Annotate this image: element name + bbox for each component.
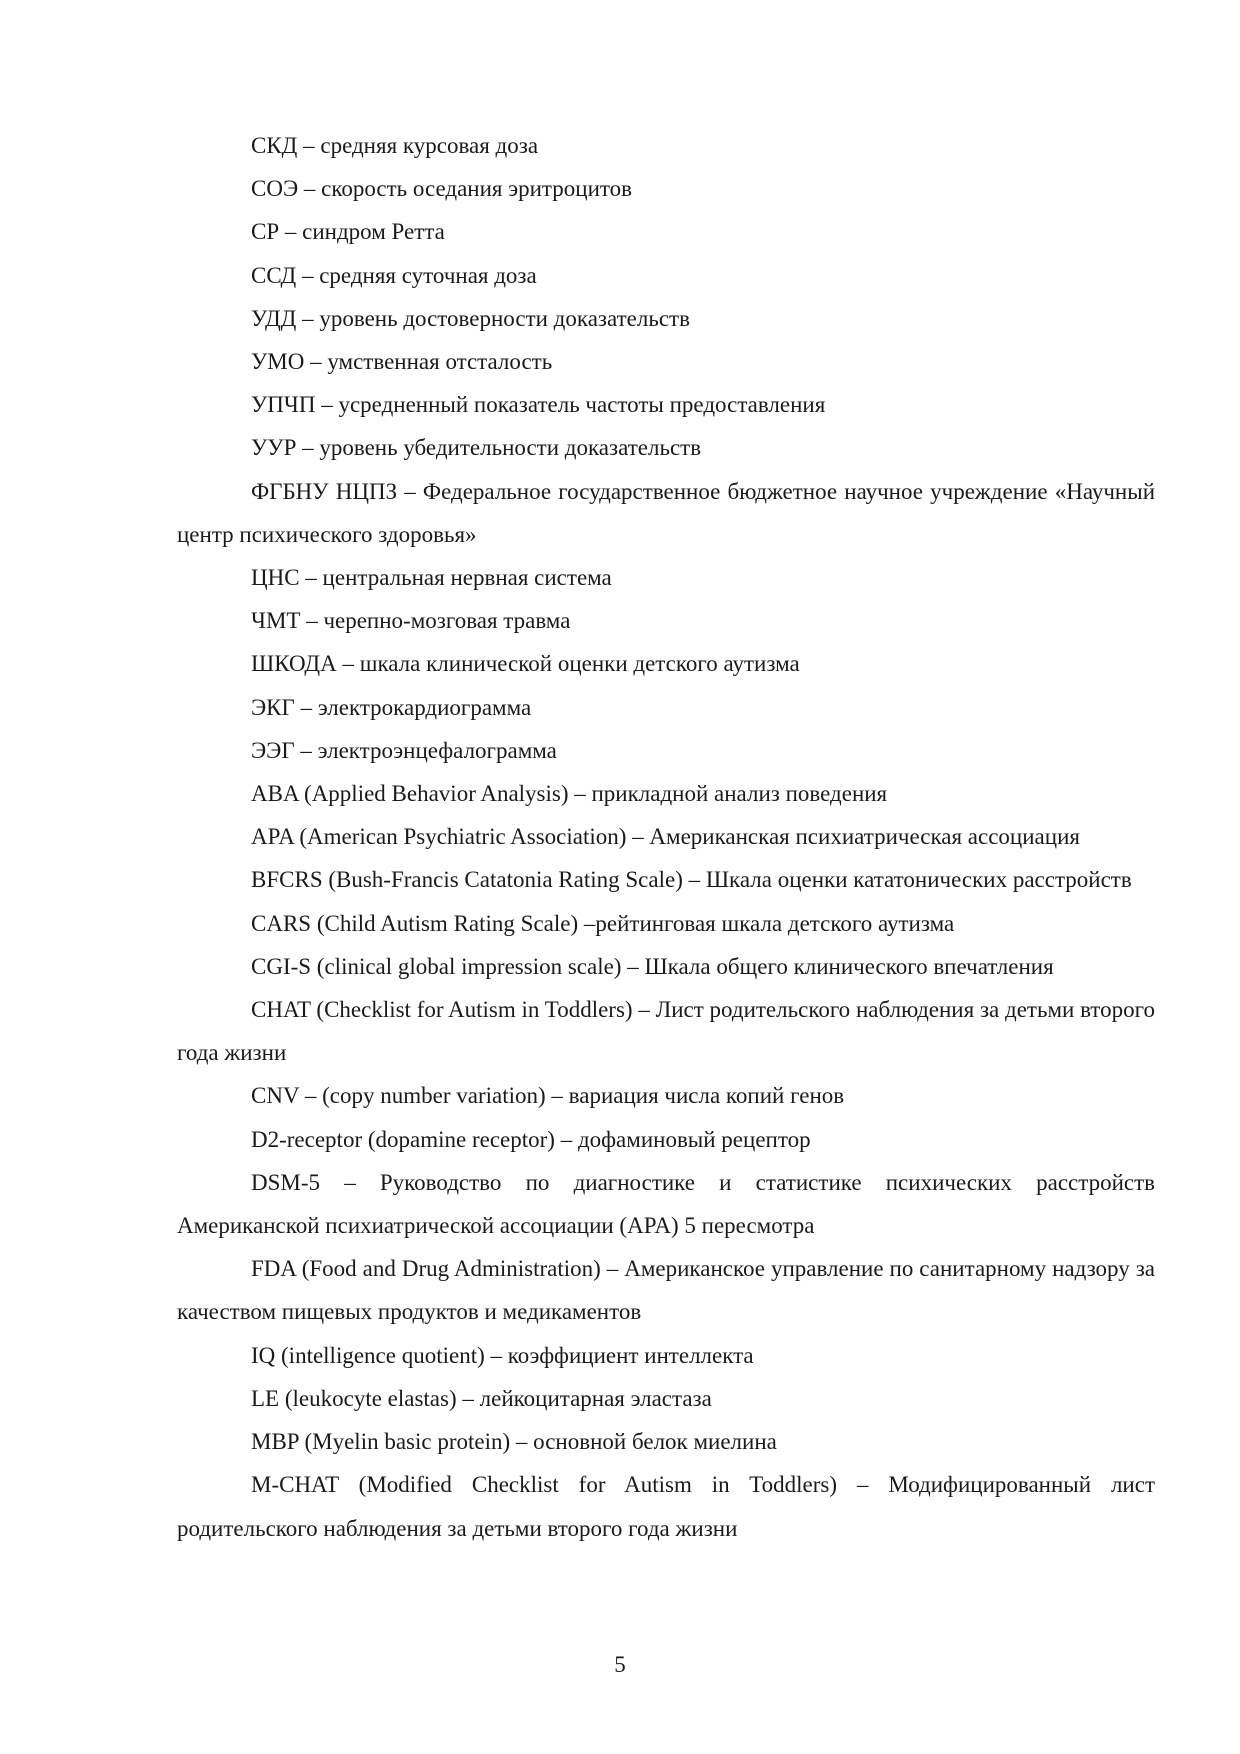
abbreviation-entry: CGI-S (clinical global impression scale) – Шкала общего клинического впечатления — [251, 953, 1054, 979]
abbreviation-entry: УПЧП – усредненный показатель частоты предоставления — [251, 392, 826, 418]
abbreviation-entry: CNV – (copy number variation) – вариация числа копий генов — [251, 1083, 845, 1109]
abbreviation-entry: LE (leukocyte elastas) – лейкоцитарная эластаза — [251, 1385, 712, 1411]
abbreviation-entry: CHAT (Checklist for Autism in Toddlers) – Лист родительского наблюдения за детьми второго года жизни — [177, 997, 1155, 1066]
abbreviation-list — [177, 124, 1155, 1550]
abbreviation-entry: УУР – уровень убедительности доказательств — [251, 435, 702, 461]
abbreviation-entry: СР – синдром Ретта — [251, 219, 445, 245]
abbreviation-entry: APA (American Psychiatric Association) – Американская психиатрическая ассоциация — [251, 824, 1080, 850]
abbreviation-entry: ШКОДА – шкала клинической оценки детского аутизма — [251, 651, 800, 677]
abbreviation-entry: ССД – средняя суточная доза — [251, 262, 537, 288]
abbreviation-entry: MBP (Myelin basic protein) – основной белок миелина — [251, 1429, 777, 1455]
abbreviation-entry: ЭКГ – электрокардиограмма — [251, 694, 532, 720]
abbreviation-entry: ЭЭГ – электроэнцефалограмма — [251, 737, 557, 763]
abbreviation-entry: СКД – средняя курсовая доза — [251, 133, 539, 158]
abbreviation-entry: FDA (Food and Drug Administration) – Американское управление по санитарному надзору за качеством пищевых продуктов и медикаментов — [177, 1256, 1155, 1325]
abbreviation-entry: CARS (Child Autism Rating Scale) –рейтинговая шкала детского аутизма — [251, 910, 955, 936]
abbreviation-entry: BFCRS (Bush-Francis Catatonia Rating Scale) – Шкала оценки кататонических расстройств — [251, 867, 1132, 893]
abbreviation-entry: ФГБНУ НЦПЗ – Федеральное государственное бюджетное научное учреждение «Научный центр психического здоровья» — [177, 478, 1155, 547]
abbreviation-entry: ЦНС – центральная нервная система — [251, 565, 612, 591]
abbreviation-entry: DSM-5 – Руководство по диагностике и статистике психических расстройств Американской психиатрической ассоциации (APA) 5 пересмотра — [177, 1169, 1155, 1239]
page-number: 5 — [614, 1652, 626, 1677]
abbreviation-entry: УМО – умственная отсталость — [251, 349, 553, 375]
abbreviation-entry: IQ (intelligence quotient) – коэффициент интеллекта — [251, 1342, 754, 1368]
abbreviation-entry: СОЭ – скорость оседания эритроцитов — [251, 176, 632, 202]
abbreviation-entry: M-CHAT (Modified Checklist for Autism in Toddlers) – Модифицированный лист родительского наблюдения за детьми второго года жизни — [177, 1472, 1155, 1541]
abbreviation-entry: УДД – уровень достоверности доказательств — [251, 305, 690, 331]
abbreviation-entry: D2-receptor (dopamine receptor) – дофаминовый рецептор — [251, 1126, 811, 1152]
abbreviation-entry: ЧМТ – черепно-мозговая травма — [251, 608, 571, 634]
abbreviation-entry: ABA (Applied Behavior Analysis) – прикладной анализ поведения — [251, 781, 888, 807]
